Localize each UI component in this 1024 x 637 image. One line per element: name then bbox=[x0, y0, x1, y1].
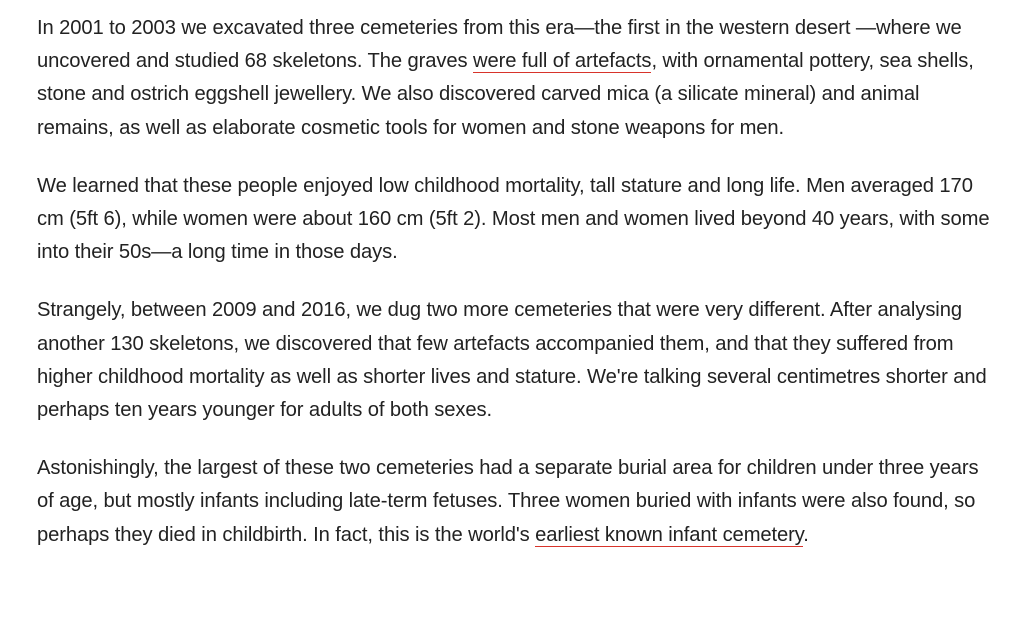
infant-cemetery-link[interactable]: earliest known infant cemetery bbox=[535, 523, 804, 546]
paragraph-1-text-start: In 2001 to 2003 we excavated three cemeteries from this era—the first in the western desert —where we uncovered and studied 68 skeletons. The graves bbox=[37, 17, 962, 73]
paragraph-1 bbox=[37, 12, 997, 145]
paragraph-2: We learned that these people enjoyed low childhood mortality, tall stature and long life. Men averaged 170 cm (5ft 6), while women were about 160 cm (5ft 2). Most men and women lived beyond 40 years, with some into their 50s—a long time in those days. bbox=[37, 174, 990, 264]
paragraph-4-text-start: Astonishingly, the largest of these two cemeteries had a separate burial area for children under three years of age, but mostly infants including late-term fetuses. Three women buried with infants were also found, so perhaps they died in childbirth. In fact, this is the world's bbox=[37, 457, 979, 546]
article-body bbox=[37, 12, 997, 552]
paragraph-4 bbox=[37, 452, 997, 552]
paragraph-1-text-end: , with ornamental pottery, sea shells, stone and ostrich eggshell jewellery. We also discovered carved mica (a silicate mineral) and animal remains, as well as elaborate cosmetic tools for women and stone weapons for men. bbox=[37, 50, 974, 139]
artefacts-link[interactable]: were full of artefacts bbox=[472, 50, 652, 73]
paragraph-3: Strangely, between 2009 and 2016, we dug two more cemeteries that were very different. After analysing another 130 skeletons, we discovered that few artefacts accompanied them, and that they suffered from higher childhood mortality as well as shorter lives and stature. We're talking several centimetres shorter and perhaps ten years younger for adults of both sexes. bbox=[37, 299, 987, 422]
paragraph-4-text-end: . bbox=[803, 523, 809, 546]
